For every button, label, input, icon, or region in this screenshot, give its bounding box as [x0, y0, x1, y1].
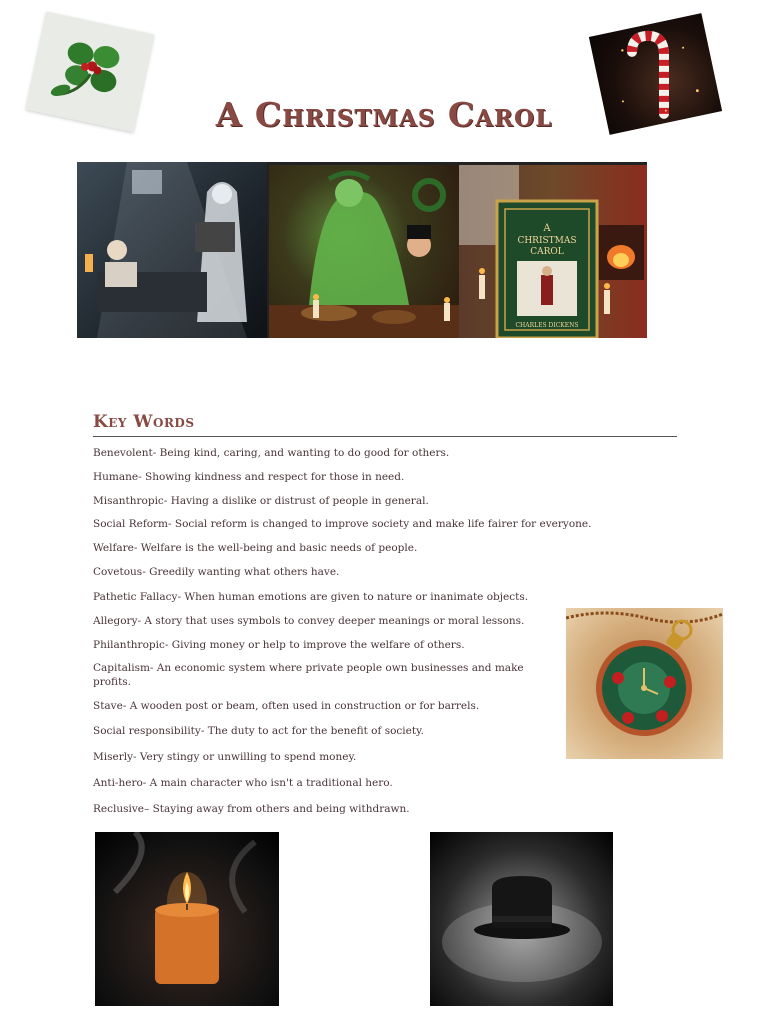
key-word-benevolent: Benevolent- Being kind, caring, and wanting to do good for others.: [93, 447, 450, 459]
key-word-stave: Stave- A wooden post or beam, often used in construction or for barrels.: [93, 700, 480, 712]
key-word-welfare: Welfare- Welfare is the well-being and basic needs of people.: [93, 542, 418, 554]
top-hat-image: [430, 832, 613, 1006]
key-word-allegory: Allegory- A story that uses symbols to convey deeper meanings or moral lessons.: [93, 615, 525, 627]
banner-image: [77, 162, 647, 338]
book-title-line: CHRISTMAS: [517, 236, 577, 246]
key-word-pathetic-fallacy: Pathetic Fallacy- When human emotions are given to nature or inanimate objects.: [93, 591, 529, 603]
ghost-of-christmas-present-image: [269, 165, 459, 338]
key-word-covetous: Covetous- Greedily wanting what others have.: [93, 566, 340, 578]
pocket-watch-icon: [566, 608, 723, 759]
key-words-divider: [93, 436, 677, 437]
candle-image: [95, 832, 279, 1006]
key-word-capitalism: Capitalism- An economic system where private people own businesses and make profits.: [93, 662, 524, 688]
book-title-text: A: [543, 223, 551, 234]
key-word-social-reform: Social Reform- Social reform is changed to improve society and make life fairer for everyone.: [93, 518, 592, 530]
key-words-heading: Key Words: [93, 412, 195, 432]
key-word-reclusive: Reclusive– Staying away from others and being withdrawn.: [93, 803, 410, 815]
pocket-watch-image: [566, 608, 723, 759]
book-scene-image: [459, 165, 647, 338]
hat-icon: [430, 832, 613, 1006]
key-word-social-responsibility: Social responsibility- The duty to act for the benefit of society.: [93, 725, 424, 737]
key-word-miserly: Miserly- Very stingy or unwilling to spend money.: [93, 751, 357, 763]
page-title: A Christmas Carol: [215, 95, 553, 134]
ghost-scene-image: [77, 162, 267, 338]
book-author-text: CHARLES DICKENS: [515, 322, 579, 329]
key-word-humane: Humane- Showing kindness and respect for those in need.: [93, 471, 405, 483]
key-word-anti-hero: Anti-hero- A main character who isn't a traditional hero.: [93, 777, 393, 789]
key-word-misanthropic: Misanthropic- Having a dislike or distrust of people in general.: [93, 495, 429, 507]
candle-icon: [95, 832, 279, 1006]
key-word-philanthropic: Philanthropic- Giving money or help to improve the welfare of others.: [93, 639, 465, 651]
svg-text:CAROL: CAROL: [530, 247, 564, 257]
